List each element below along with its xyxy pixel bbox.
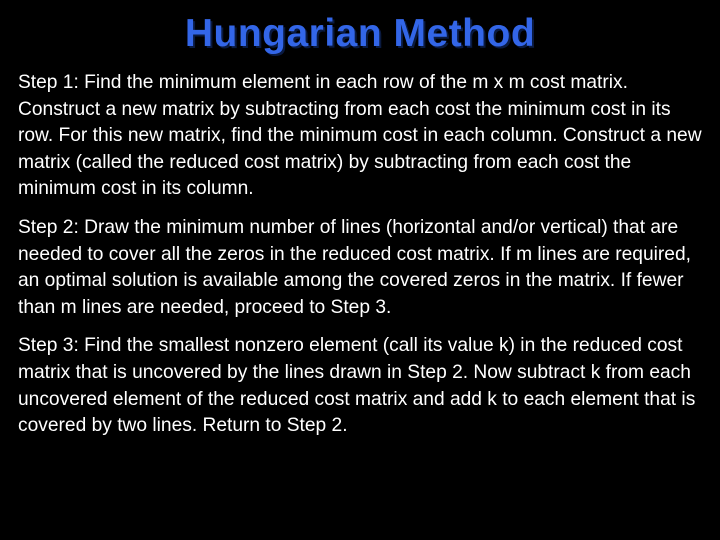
step-1-paragraph: Step 1: Find the minimum element in each row of the m x m cost matrix. Construct a new matrix by subtracting from each cost the minimum cost in its row. For this new matrix, find the minimum cost in each column. Construct a new matrix (called the reduced cost matrix) by subtracting from each cost the minimum cost in its column. <box>18 72 702 200</box>
slide-body <box>18 70 708 452</box>
step-3-paragraph: Step 3: Find the smallest nonzero element (call its value k) in the reduced cost matrix that is uncovered by the lines drawn in Step 2. Now subtract k from each uncovered element of the reduced cost matrix and add k to each element that is covered by two lines. Return to Step 2. <box>18 335 696 437</box>
step-2-paragraph: Step 2: Draw the minimum number of lines (horizontal and/or vertical) that are needed to cover all the zeros in the reduced cost matrix. If m lines are required, an optimal solution is available among the covered zeros in the matrix. If fewer than m lines are needed, proceed to Step 3. <box>18 216 691 318</box>
slide-title: Hungarian Method <box>184 12 536 55</box>
